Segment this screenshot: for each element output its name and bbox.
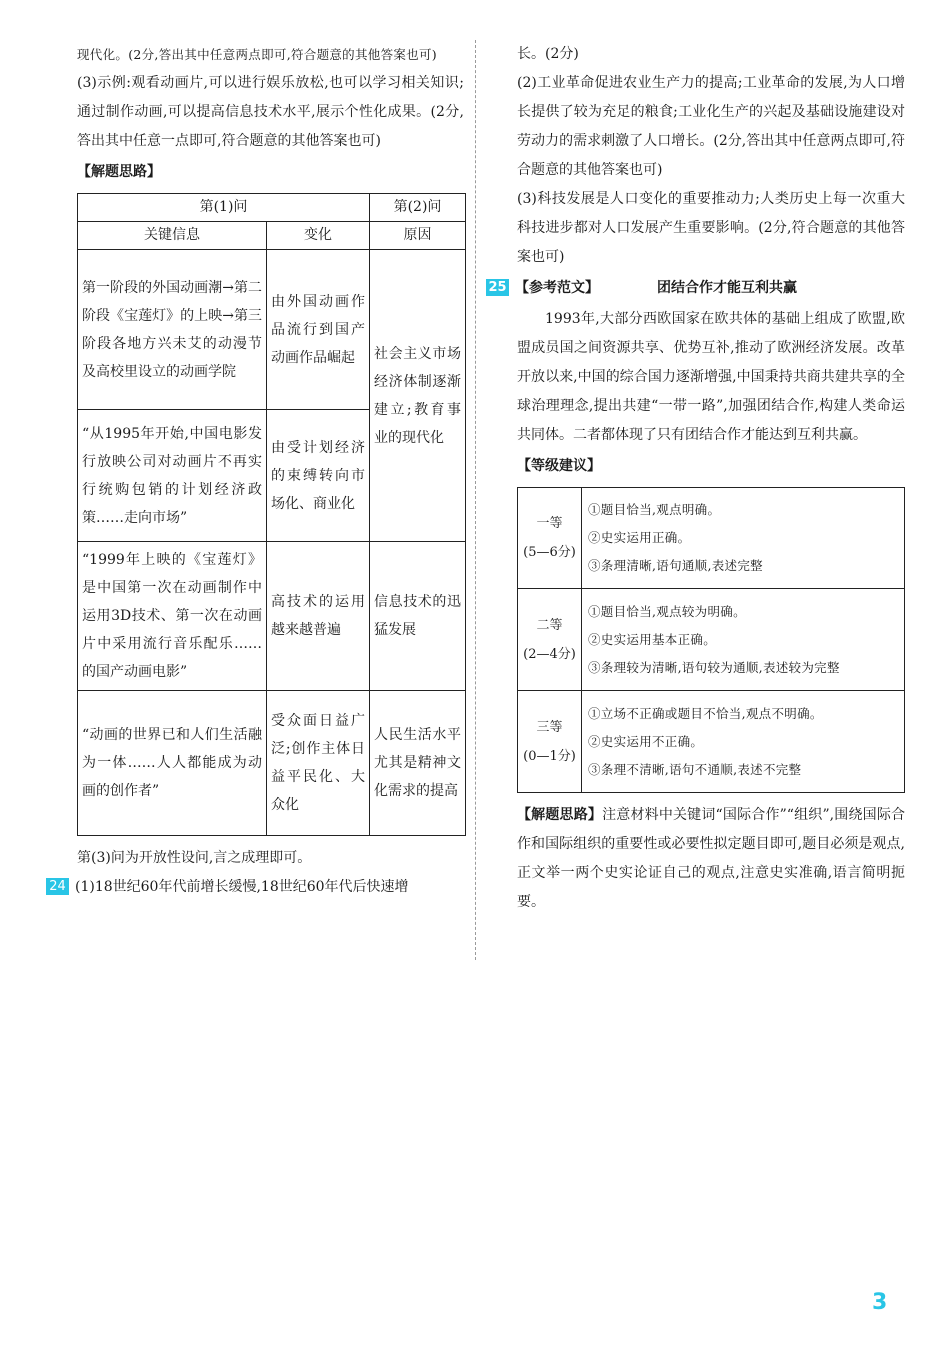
model-essay-label: 【参考范文】 — [515, 280, 599, 296]
answer-24-part3: (3)科技发展是人口变化的重要推动力;人类历史上每一次重大科技进步都对人口发展产生重要影响。(2分,符合题意的其他答案也可) — [517, 191, 905, 265]
table-row — [78, 542, 466, 691]
answer-24-part2: (2)工业革命促进农业生产力的提高;工业革命的发展,为人口增长提供了较为充足的粮食;工业化生产的兴起及基础设施建设对劳动力的需求刺激了人口增长。(2分,答出其中任意两点即可,符合题意的其他答案也可) — [517, 75, 905, 178]
criterion: ①题目恰当,观点明确。 — [588, 502, 721, 517]
grade-range: (5—6分) — [523, 545, 576, 560]
grade-criteria-cell — [582, 488, 905, 589]
key-info-cell: “从1995年开始,中国电影发行放映公司对动画片不再实行统购包销的计划经济政策……走向市场” — [78, 410, 267, 542]
answer-continued: 现代化。(2分,答出其中任意两点即可,符合题意的其他答案也可) — [77, 47, 437, 62]
essay-tips — [517, 801, 905, 917]
table-header-q1: 第(1)问 — [78, 194, 370, 222]
grade-level-cell — [518, 589, 582, 691]
left-column — [49, 40, 464, 902]
criterion: ③条理清晰,语句通顺,表述完整 — [588, 558, 763, 573]
table-row — [518, 691, 905, 793]
grade-range: (2—4分) — [523, 646, 576, 662]
analysis-table — [77, 193, 466, 836]
essay-body: 1993年,大部分西欧国家在欧共体的基础上组成了欧盟,欧盟成员国之间资源共享、优势互补,推动了欧洲经济发展。改革开放以来,中国的综合国力逐渐增强,中国秉持共商共建共享的全球治理理念,提出共建“一带一路”,加强团结合作,构建人类命运共同体。二者都体现了只有团结合作才能达到互利共赢。 — [517, 311, 905, 443]
criterion: ①题目恰当,观点较为明确。 — [588, 603, 746, 619]
key-info-cell: 第一阶段的外国动画潮→第二阶段《宝莲灯》的上映→第三阶段各地方兴未艾的动漫节及高校里设立的动画学院 — [78, 250, 267, 410]
grade-level: 三等 — [536, 719, 563, 735]
reason-cell: 人民生活水平尤其是精神文化需求的提高 — [370, 691, 466, 836]
essay-title: 团结合作才能互利共赢 — [657, 280, 797, 296]
column-header-info: 关键信息 — [78, 222, 267, 250]
reason-cell: 社会主义市场经济体制逐渐建立;教育事业的现代化 — [370, 250, 466, 542]
key-info-cell: “1999年上映的《宝莲灯》是中国第一次在动画制作中运用3D技术、第一次在动画片中采用流行音乐配乐……的国产动画电影” — [78, 542, 267, 691]
tips-text: 注意材料中关键词“国际合作”“组织”,围绕国际合作和国际组织的重要性或必要性拟定题目即可,题目必须是观点,正文举一两个史实论证自己的观点,注意史实准确,语言简明扼要。 — [517, 807, 905, 910]
page-number: 3 — [872, 1290, 888, 1315]
grade-level: 二等 — [536, 617, 563, 633]
grade-range: (0—1分) — [523, 748, 576, 764]
criterion: ③条理不清晰,语句不通顺,表述不完整 — [588, 761, 802, 777]
answer-24-part1 — [49, 873, 464, 902]
table-header-q2: 第(2)问 — [370, 194, 466, 222]
criterion: ②史实运用不正确。 — [588, 733, 704, 749]
column-header-reason: 原因 — [370, 222, 466, 250]
grade-criteria-cell — [582, 589, 905, 691]
model-essay-heading — [488, 274, 905, 303]
reason-cell: 信息技术的迅猛发展 — [370, 542, 466, 691]
question-number-24: 24 — [46, 878, 69, 895]
criterion: ②史实运用正确。 — [588, 530, 691, 545]
answer-24-text: (1)18世纪60年代前增长缓慢,18世纪60年代后快速增 — [75, 879, 409, 895]
key-info-cell: “动画的世界已和人们生活融为一体……人人都能成为动画的创作者” — [78, 691, 267, 836]
change-cell: 由受计划经济的束缚转向市场化、商业化 — [267, 410, 370, 542]
part3-note: 第(3)问为开放性设问,言之成理即可。 — [77, 850, 312, 866]
grade-heading: 【等级建议】 — [517, 458, 601, 474]
right-column — [488, 40, 905, 917]
grade-criteria-cell — [582, 691, 905, 793]
grade-level-cell — [518, 691, 582, 793]
table-row — [518, 488, 905, 589]
answer-24-continued: 长。(2分) — [517, 46, 579, 62]
criterion: ①立场不正确或题目不恰当,观点不明确。 — [588, 705, 823, 721]
table-row — [78, 691, 466, 836]
column-header-change: 变化 — [267, 222, 370, 250]
grade-table — [517, 487, 905, 793]
column-divider — [475, 40, 476, 960]
question-number-25: 25 — [486, 279, 509, 296]
answer-23-part3: (3)示例:观看动画片,可以进行娱乐放松,也可以学习相关知识;通过制作动画,可以提高信息技术水平,展示个性化成果。(2分,答出其中任意一点即可,符合题意的其他答案也可) — [77, 75, 464, 149]
change-cell: 由外国动画作品流行到国产动画作品崛起 — [267, 250, 370, 410]
analysis-heading: 【解题思路】 — [77, 164, 161, 180]
tips-label: 【解题思路】 — [517, 807, 603, 823]
grade-level: 一等 — [536, 516, 563, 531]
table-row — [518, 589, 905, 691]
change-cell: 高技术的运用越来越普遍 — [267, 542, 370, 691]
table-row — [78, 250, 466, 410]
criterion: ③条理较为清晰,语句较为通顺,表述较为完整 — [588, 659, 840, 675]
grade-level-cell — [518, 488, 582, 589]
criterion: ②史实运用基本正确。 — [588, 631, 717, 647]
change-cell: 受众面日益广泛;创作主体日益平民化、大众化 — [267, 691, 370, 836]
